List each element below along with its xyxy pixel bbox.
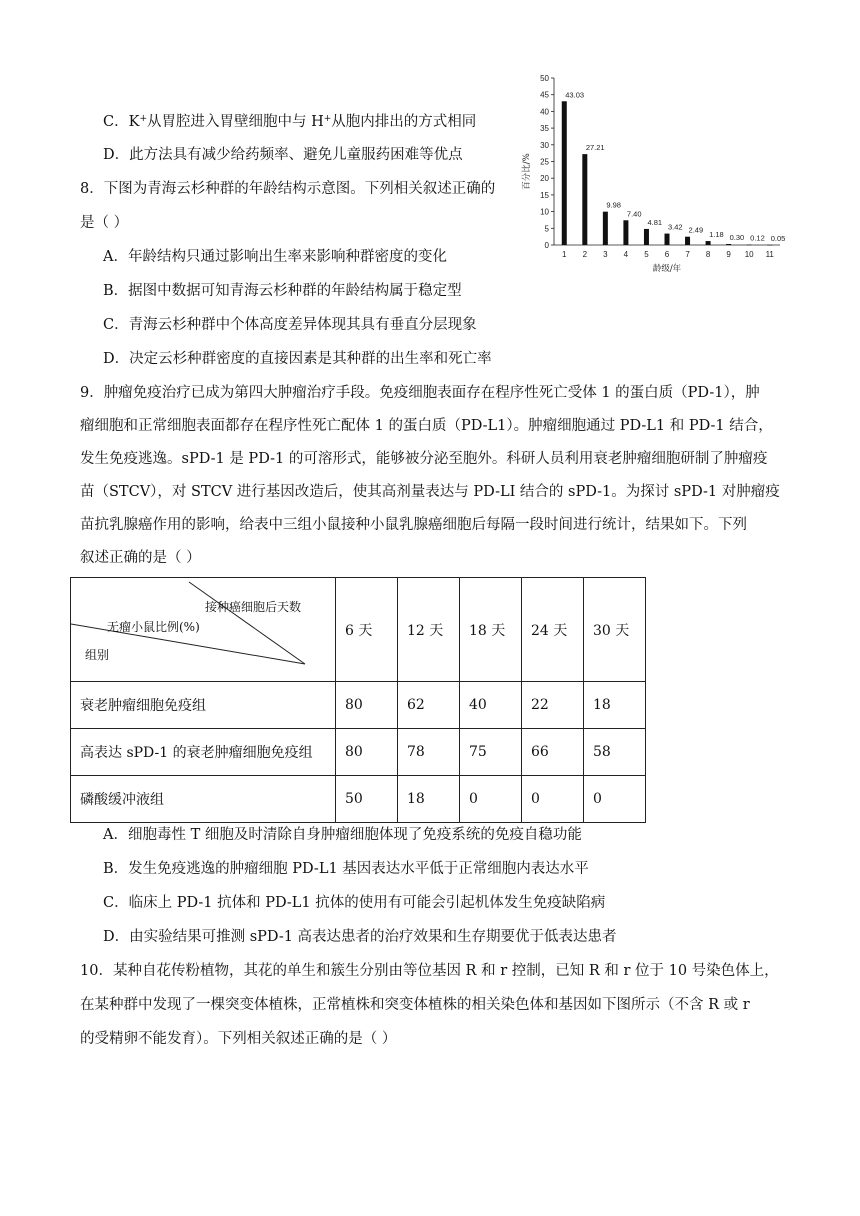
row-group-label: 高表达 sPD-1 的衰老肿瘤细胞免疫组 xyxy=(71,729,336,776)
q9-option-c: C．临床上 PD-1 抗体和 PD-L1 抗体的使用有可能会引起机体发生免疫缺陷病 xyxy=(103,895,606,911)
table-cell: 80 xyxy=(336,682,398,729)
y-tick-label: 45 xyxy=(540,90,549,100)
bar xyxy=(582,154,587,245)
y-tick-label: 15 xyxy=(540,190,549,200)
y-tick-label: 0 xyxy=(544,241,549,250)
header-days-label: 接种癌细胞后天数 xyxy=(205,600,302,614)
q9-stem-line-3: 发生免疫逃逸。sPD-1 是 PD-1 的可溶形式，能够被分泌至胞外。科研人员利用衰老肿瘤细胞研制了肿瘤疫 xyxy=(80,451,768,467)
q8-option-c: C．青海云杉种群中个体高度差异体现其具有垂直分层现象 xyxy=(103,317,477,333)
header-ratio-label: 无瘤小鼠比例(%) xyxy=(107,620,200,634)
y-tick-label: 25 xyxy=(540,157,549,167)
y-axis-title: 百分比/% xyxy=(522,153,532,190)
q9-stem-line-1: 9．肿瘤免疫治疗已成为第四大肿瘤治疗手段。免疫细胞表面存在程序性死亡受体 1 的蛋白质（PD-1），肿 xyxy=(80,385,760,401)
table-row xyxy=(71,682,646,729)
bar-value-label: 4.81 xyxy=(647,217,663,227)
q7-option-c-text-2: 从胃腔进入胃壁细胞中与 H xyxy=(146,114,324,130)
y-tick-label: 50 xyxy=(540,74,549,83)
table-cell: 50 xyxy=(336,776,398,823)
x-tick-label: 10 xyxy=(744,250,754,259)
q9-stem-line-5: 苗抗乳腺癌作用的影响，给表中三组小鼠接种小鼠乳腺癌细胞后每隔一段时间进行统计，结果如下。下列 xyxy=(80,517,747,533)
header-day-24: 24 天 xyxy=(522,578,584,682)
bar-value-label: 0.05 xyxy=(770,233,786,243)
q9-stem-line-4: 苗（STCV），对 STCV 进行基因改造后，使其高剂量表达与 PD-LI 结合的 sPD-1。为探讨 sPD-1 对肿瘤疫 xyxy=(80,484,780,500)
table-cell: 18 xyxy=(398,776,460,823)
bar xyxy=(767,245,772,246)
q7-option-c-text-3: 从胞内排出的方式相同 xyxy=(331,114,477,130)
q9-stem-line-2: 瘤细胞和正常细胞表面都存在程序性死亡配体 1 的蛋白质（PD-L1）。肿瘤细胞通过 PD-L1 和 PD-1 结合， xyxy=(80,418,773,434)
x-tick-label: 2 xyxy=(582,250,588,259)
header-group-label: 组别 xyxy=(85,648,110,662)
table-cell: 78 xyxy=(398,729,460,776)
bar-value-label: 9.98 xyxy=(606,200,621,210)
y-tick-label: 35 xyxy=(540,124,549,134)
table-cell: 66 xyxy=(522,729,584,776)
table-cell: 40 xyxy=(460,682,522,729)
x-tick-label: 9 xyxy=(726,250,731,259)
bar xyxy=(644,229,649,245)
bar-value-label: 7.40 xyxy=(626,209,642,219)
table-cell: 62 xyxy=(398,682,460,729)
table-cell: 22 xyxy=(522,682,584,729)
header-day-30: 30 天 xyxy=(584,578,646,682)
bar-value-label: 2.49 xyxy=(688,225,704,235)
bar xyxy=(623,220,628,245)
table-row xyxy=(71,776,646,823)
q8-option-d: D．决定云杉种群密度的直接因素是其种群的出生率和死亡率 xyxy=(103,351,492,367)
table-cell: 80 xyxy=(336,729,398,776)
x-tick-label: 5 xyxy=(644,250,649,259)
y-tick-label: 5 xyxy=(544,224,549,234)
bar-value-label: 43.03 xyxy=(565,90,585,100)
q9-option-a: A．细胞毒性 T 细胞及时清除自身肿瘤细胞体现了免疫系统的免疫自稳功能 xyxy=(103,827,582,843)
q9-option-d: D．由实验结果可推测 sPD-1 高表达患者的治疗效果和生存期要优于低表达患者 xyxy=(103,929,617,945)
x-tick-label: 3 xyxy=(603,250,608,259)
x-tick-label: 6 xyxy=(664,250,670,259)
q7-option-d: D．此方法具有减少给药频率、避免儿童服药困难等优点 xyxy=(103,147,463,163)
q10-stem-line-3: 的受精卵不能发育）。下列相关叙述正确的是（ ） xyxy=(80,1031,397,1047)
q9-option-b: B．发生免疫逃逸的肿瘤细胞 PD-L1 基因表达水平低于正常细胞内表达水平 xyxy=(103,861,589,877)
row-group-label: 磷酸缓冲液组 xyxy=(71,776,336,823)
table-cell: 58 xyxy=(584,729,646,776)
y-tick-label: 30 xyxy=(540,140,549,150)
x-tick-label: 11 xyxy=(765,250,774,259)
bar-value-label: 0.12 xyxy=(750,233,765,243)
bar xyxy=(726,244,731,245)
table-cell: 0 xyxy=(584,776,646,823)
diagonal-header-cell xyxy=(71,578,336,682)
table-cell: 18 xyxy=(584,682,646,729)
table-cell: 0 xyxy=(460,776,522,823)
y-tick-label: 10 xyxy=(540,207,549,217)
bar xyxy=(706,241,711,245)
y-tick-label: 20 xyxy=(540,174,549,184)
q8-option-b: B．据图中数据可知青海云杉种群的年龄结构属于稳定型 xyxy=(103,283,462,299)
y-tick-label: 40 xyxy=(540,107,549,117)
bar xyxy=(747,245,752,246)
header-day-18: 18 天 xyxy=(460,578,522,682)
x-axis-title: 龄级/年 xyxy=(652,264,682,274)
x-tick-label: 8 xyxy=(705,250,711,259)
bar-value-label: 3.42 xyxy=(668,222,683,232)
results-table xyxy=(70,577,646,823)
age-structure-chart xyxy=(520,68,790,278)
table-row xyxy=(71,729,646,776)
x-tick-label: 4 xyxy=(623,250,629,259)
bar xyxy=(665,234,670,245)
table-cell: 0 xyxy=(522,776,584,823)
header-day-12: 12 天 xyxy=(398,578,460,682)
x-tick-label: 1 xyxy=(562,250,567,259)
q8-stem-line-1: 8．下图为青海云杉种群的年龄结构示意图。下列相关叙述正确的 xyxy=(80,181,496,197)
bar-value-label: 0.30 xyxy=(729,232,745,242)
q7-option-c-sup-2: + xyxy=(323,114,332,124)
row-group-label: 衰老肿瘤细胞免疫组 xyxy=(71,682,336,729)
x-tick-label: 7 xyxy=(685,250,690,259)
bar xyxy=(685,237,690,245)
bar-value-label: 27.21 xyxy=(585,143,605,153)
q8-stem-line-2: 是（ ） xyxy=(80,215,129,231)
bar xyxy=(603,212,608,245)
header-day-6: 6 天 xyxy=(336,578,398,682)
q7-option-c-text-1: C．K xyxy=(103,114,140,130)
table-cell: 75 xyxy=(460,729,522,776)
table-header-row xyxy=(71,578,646,682)
q8-option-a: A．年龄结构只通过影响出生率来影响种群密度的变化 xyxy=(103,249,447,265)
q10-stem-line-1: 10．某种自花传粉植物，其花的单生和簇生分别由等位基因 R 和 r 控制，已知 R 和 r 位于 10 号染色体上， xyxy=(80,963,779,979)
q10-stem-line-2: 在某种群中发现了一棵突变体植株，正常植株和突变体植株的相关染色体和基因如下图所示（不含 R 或 r xyxy=(80,997,750,1013)
q7-option-c xyxy=(103,112,476,132)
q7-option-c-sup-1: + xyxy=(139,114,147,124)
q9-stem-line-6: 叙述正确的是（ ） xyxy=(80,550,201,566)
bar xyxy=(562,101,567,245)
bar-value-label: 1.18 xyxy=(709,230,724,240)
